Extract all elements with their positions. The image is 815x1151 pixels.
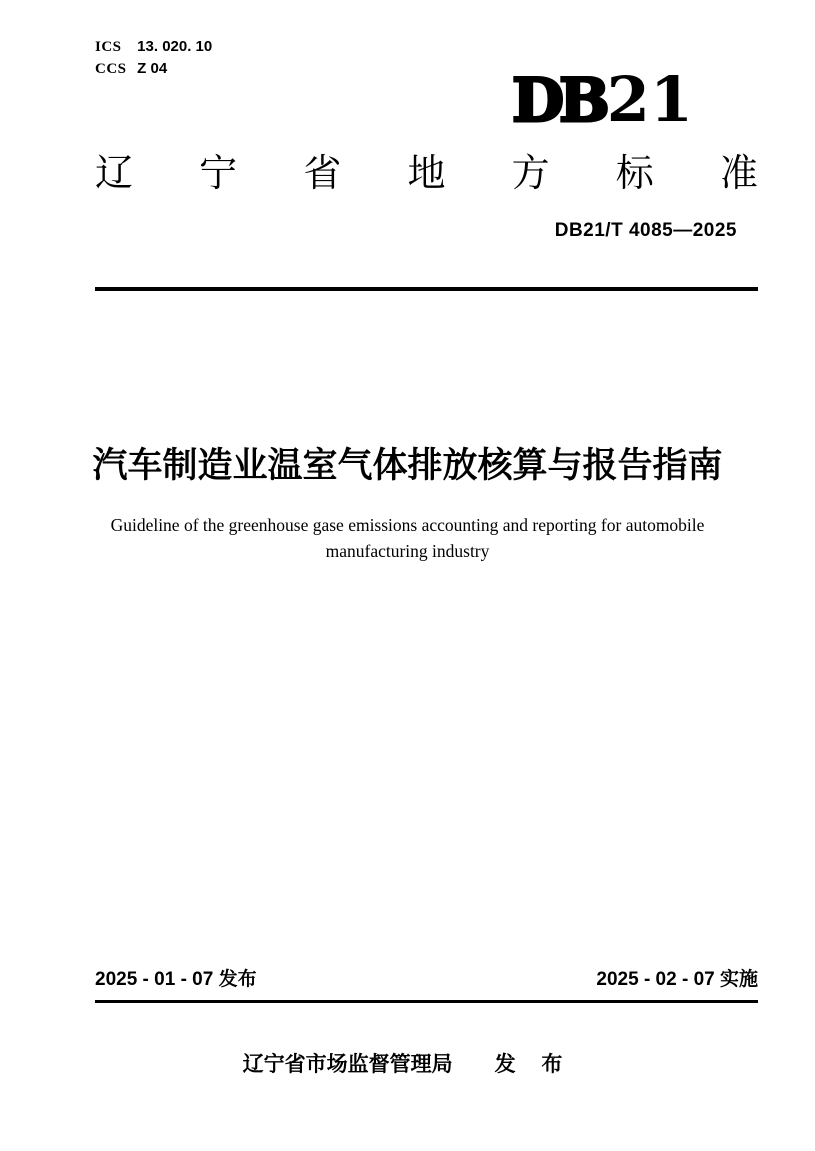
standard-title-english-line1: Guideline of the greenhouse gase emissions accounting and reporting for automobile xyxy=(110,515,705,535)
classification-codes xyxy=(95,36,212,80)
ics-value: 13. 020. 10 xyxy=(137,38,213,55)
ics-code-row xyxy=(95,36,212,58)
db21-logo-db: DB xyxy=(512,66,605,136)
standard-type-title xyxy=(95,152,758,196)
ccs-code-row xyxy=(95,58,212,80)
standard-title-english xyxy=(0,512,815,564)
standard-title-english-line2: manufacturing industry xyxy=(325,541,490,561)
publish-label: 发 布 xyxy=(494,1053,573,1076)
implementation-date: 2025 - 02 - 07 实施 xyxy=(596,969,758,990)
ccs-label: CCS xyxy=(95,61,127,77)
standard-type-char: 宁 xyxy=(199,153,238,195)
standard-type-char: 标 xyxy=(615,153,654,195)
standard-document-number: DB21/T 4085—2025 xyxy=(554,220,737,241)
ics-label: ICS xyxy=(95,39,122,55)
publisher-name: 辽宁省市场监督管理局 xyxy=(242,1053,453,1076)
dates-bar xyxy=(95,964,758,1003)
standard-title-chinese: 汽车制造业温室气体排放核算与报告指南 xyxy=(92,446,723,485)
header-divider-rule xyxy=(95,287,758,291)
db21-logo xyxy=(512,63,694,136)
db21-logo-number: 21 xyxy=(606,63,694,136)
standard-type-char: 辽 xyxy=(95,153,134,195)
ccs-value: Z 04 xyxy=(137,60,168,77)
standard-type-char: 地 xyxy=(407,153,446,195)
standard-type-char: 准 xyxy=(719,153,758,195)
publisher-line xyxy=(0,1048,815,1078)
issue-date: 2025 - 01 - 07 发布 xyxy=(95,969,257,990)
standard-type-char: 方 xyxy=(511,153,550,195)
standard-type-char: 省 xyxy=(303,153,342,195)
